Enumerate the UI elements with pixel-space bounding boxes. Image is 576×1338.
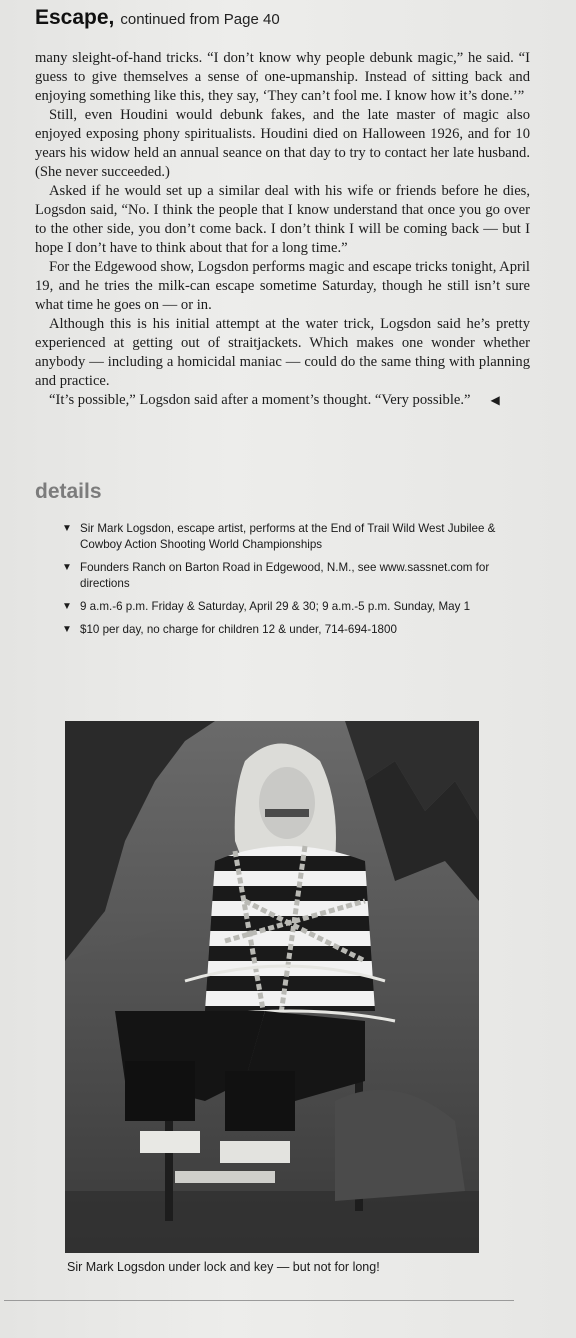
article-paragraph-final <box>35 391 530 410</box>
article-body <box>35 49 530 410</box>
story-keyword: Escape, <box>35 6 115 29</box>
details-item-text: $10 per day, no charge for children 12 & under, 714-694-1800 <box>80 623 397 636</box>
bottom-divider <box>4 1300 514 1301</box>
end-of-story-icon: ◀ <box>490 393 500 407</box>
details-item <box>62 521 512 553</box>
details-item <box>62 622 512 638</box>
details-item-text: Founders Ranch on Barton Road in Edgewood, N.M., see www.sassnet.com for directions <box>80 561 490 590</box>
article-paragraph: Still, even Houdini would debunk fakes, and the late master of magic also enjoyed exposing phony spiritualists. Houdini died on Halloween 1926, and for 10 years his widow held an annual seance on that day to try to contact her late husband. (She never succeeded.) <box>35 107 530 180</box>
triangle-bullet-icon: ▼ <box>62 562 72 573</box>
details-item-text: Sir Mark Logsdon, escape artist, performs at the End of Trail Wild West Jubilee & Cowboy Action Shooting World Championships <box>80 522 496 551</box>
details-heading: details <box>35 480 102 503</box>
details-list <box>62 521 512 645</box>
continued-from-label: continued from Page 40 <box>120 11 280 28</box>
article-paragraph-text: “It’s possible,” Logsdon said after a moment’s thought. “Very possible.” <box>49 392 471 408</box>
triangle-bullet-icon: ▼ <box>62 601 72 612</box>
photo-caption: Sir Mark Logsdon under lock and key — but not for long! <box>67 1260 380 1274</box>
details-item-text: 9 a.m.-6 p.m. Friday & Saturday, April 29 & 30; 9 a.m.-5 p.m. Sunday, May 1 <box>80 600 471 613</box>
article-paragraph: For the Edgewood show, Logsdon performs magic and escape tricks tonight, April 19, and he tries the milk-can escape sometime Saturday, though he still isn’t sure what time he goes on — or in. <box>35 259 530 313</box>
details-item <box>62 599 512 615</box>
continuation-header <box>35 6 280 36</box>
triangle-bullet-icon: ▼ <box>62 523 72 534</box>
article-paragraph: Although this is his initial attempt at the water trick, Logsdon said he’s pretty experienced at getting out of straitjackets. Which makes one wonder whether anybody — including a homicidal maniac — could do the same thing with planning and practice. <box>35 316 530 389</box>
article-paragraph: Asked if he would set up a similar deal with his wife or friends before he dies, Logsdon said, “No. I think the people that I know understand that once you go over to the other side, you don’t come back. I don’t think I will be coming back — but I hope I don’t have to think about that for a long time.” <box>35 183 530 256</box>
details-item <box>62 560 512 592</box>
article-paragraph: many sleight-of-hand tricks. “I don’t know why people debunk magic,” he said. “I guess to give themselves a sense of one-upmanship. Instead of sitting back and enjoying something like this, they say, ‘They can’t fool me. I know how it’s done.’” <box>35 50 530 104</box>
triangle-bullet-icon: ▼ <box>62 624 72 635</box>
chained-man-photo <box>65 721 479 1253</box>
